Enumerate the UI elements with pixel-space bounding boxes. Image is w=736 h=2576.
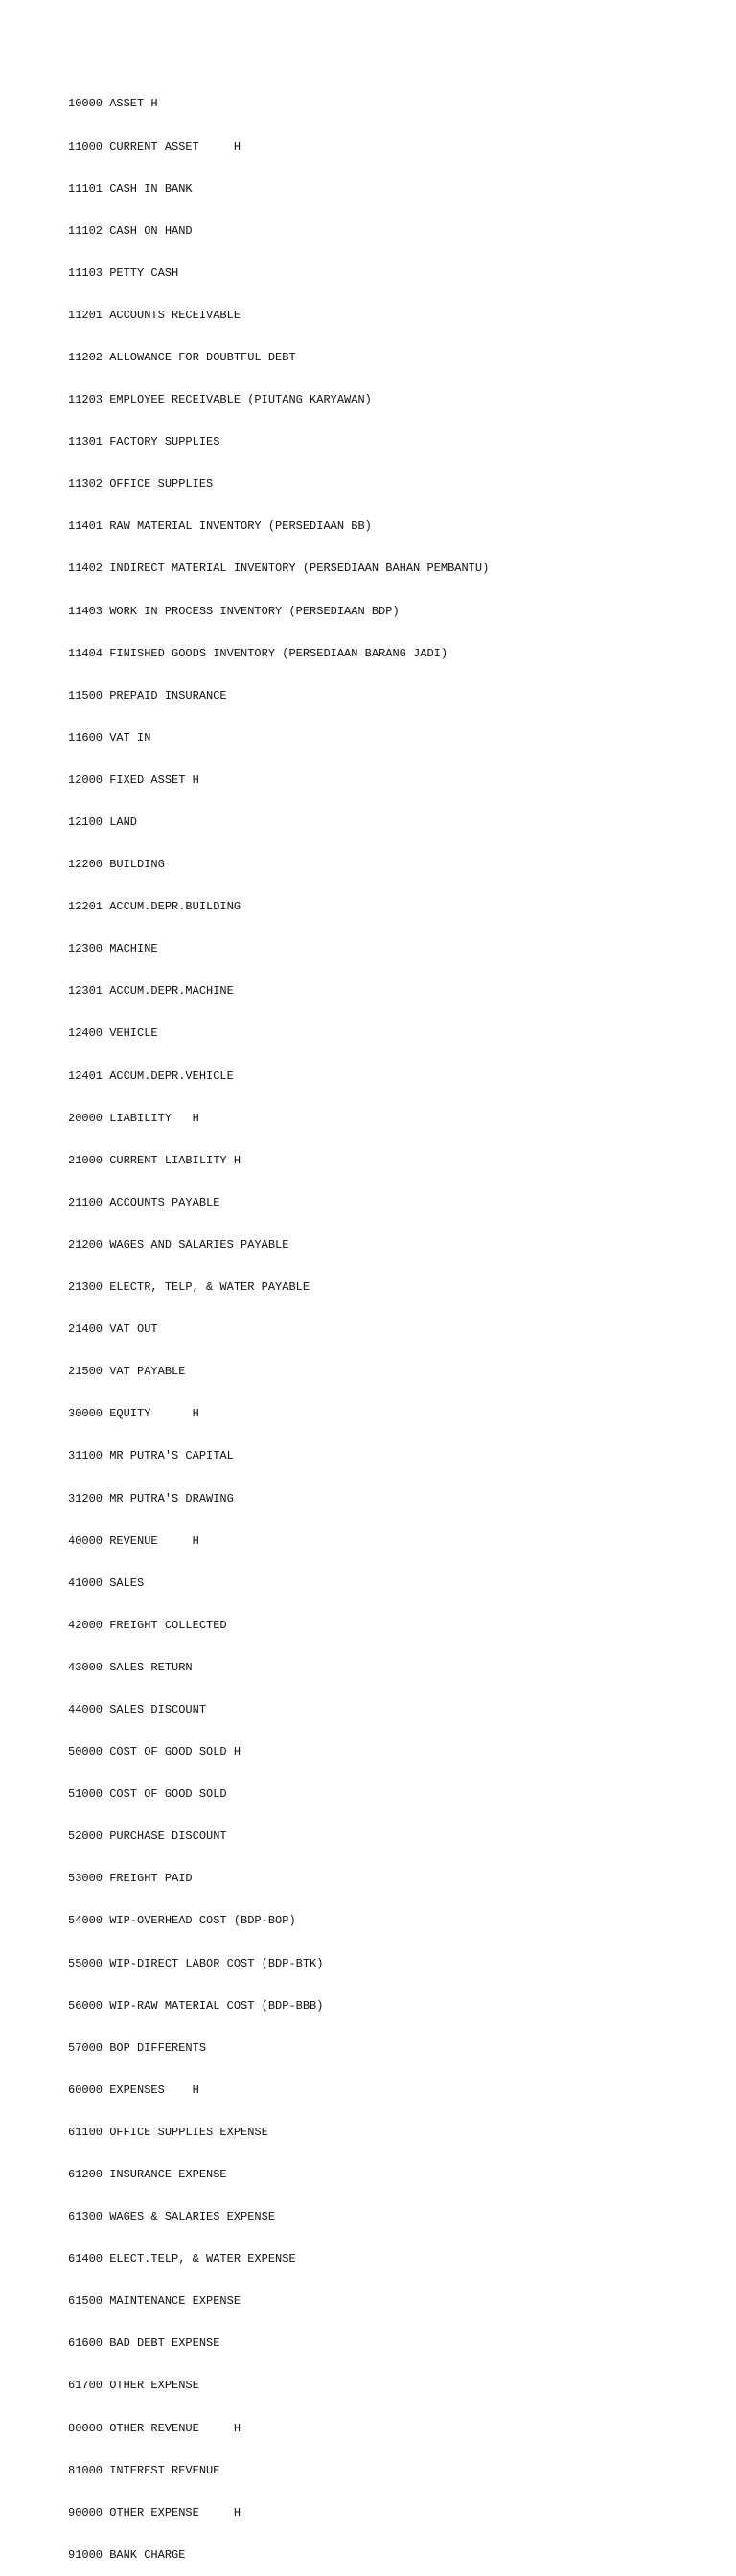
account-line: 21100 ACCOUNTS PAYABLE [68, 1195, 220, 1209]
account-line: 31100 MR PUTRA'S CAPITAL [68, 1449, 234, 1463]
account-line: 90000 OTHER EXPENSE H [68, 2505, 242, 2519]
account-line: 43000 SALES RETURN [68, 1660, 193, 1674]
account-line: 44000 SALES DISCOUNT [68, 1702, 207, 1716]
account-line: 11500 PREPAID INSURANCE [68, 688, 227, 702]
account-line: 61400 ELECT.TELP, & WATER EXPENSE [68, 2252, 296, 2266]
account-line: 41000 SALES [68, 1576, 145, 1590]
account-line: 21300 ELECTR, TELP, & WATER PAYABLE [68, 1280, 310, 1295]
account-line: 81000 INTEREST REVENUE [68, 2463, 220, 2477]
account-line: 61600 BAD DEBT EXPENSE [68, 2336, 220, 2351]
account-line: 42000 FREIGHT COLLECTED [68, 1618, 227, 1632]
account-line: 61500 MAINTENANCE EXPENSE [68, 2294, 242, 2309]
account-line: 12201 ACCUM.DEPR.BUILDING [68, 900, 242, 914]
account-line: 11403 WORK IN PROCESS INVENTORY (PERSEDIAAN BDP) [68, 604, 400, 618]
account-line: 12200 BUILDING [68, 858, 165, 872]
account-line: 57000 BOP DIFFERENTS [68, 2040, 207, 2055]
account-line: 21200 WAGES AND SALARIES PAYABLE [68, 1237, 289, 1252]
account-list [68, 69, 489, 2576]
account-line: 40000 REVENUE H [68, 1533, 199, 1548]
account-line: 50000 COST OF GOOD SOLD H [68, 1745, 242, 1760]
account-line: 61300 WAGES & SALARIES EXPENSE [68, 2210, 276, 2224]
account-line: 11203 EMPLOYEE RECEIVABLE (PIUTANG KARYAWAN) [68, 393, 372, 407]
account-line: 11202 ALLOWANCE FOR DOUBTFUL DEBT [68, 350, 296, 364]
account-line: 11201 ACCOUNTS RECEIVABLE [68, 308, 242, 322]
account-line: 61200 INSURANCE EXPENSE [68, 2168, 227, 2181]
account-line: 31200 MR PUTRA'S DRAWING [68, 1491, 234, 1506]
account-line: 11302 OFFICE SUPPLIES [68, 477, 214, 492]
account-line: 12301 ACCUM.DEPR.MACHINE [68, 984, 234, 999]
account-line: 11301 FACTORY SUPPLIES [68, 435, 220, 449]
account-line: 54000 WIP-OVERHEAD COST (BDP-BOP) [68, 1914, 296, 1928]
account-line: 55000 WIP-DIRECT LABOR COST (BDP-BTK) [68, 1956, 324, 1970]
account-line: 11102 CASH ON HAND [68, 223, 193, 238]
account-line: 10000 ASSET H [68, 97, 158, 111]
account-line: 61700 OTHER EXPENSE [68, 2379, 199, 2393]
account-line: 91000 BANK CHARGE [68, 2547, 186, 2562]
account-line: 12401 ACCUM.DEPR.VEHICLE [68, 1069, 234, 1083]
account-line: 21000 CURRENT LIABILITY H [68, 1153, 242, 1167]
account-line: 61100 OFFICE SUPPLIES EXPENSE [68, 2125, 268, 2139]
account-line: 11404 FINISHED GOODS INVENTORY (PERSEDIAAN BARANG JADI) [68, 646, 448, 660]
account-line: 21500 VAT PAYABLE [68, 1365, 186, 1379]
account-line: 11103 PETTY CASH [68, 265, 179, 280]
account-line: 12000 FIXED ASSET H [68, 772, 199, 787]
account-line: 52000 PURCHASE DISCOUNT [68, 1829, 227, 1844]
account-line: 30000 EQUITY H [68, 1407, 199, 1421]
account-line: 12400 VEHICLE [68, 1026, 158, 1041]
account-line: 20000 LIABILITY H [68, 1111, 199, 1125]
account-line: 11600 VAT IN [68, 730, 151, 745]
account-line: 12100 LAND [68, 816, 138, 829]
account-line: 11000 CURRENT ASSET H [68, 139, 242, 153]
account-line: 51000 COST OF GOOD SOLD [68, 1787, 227, 1802]
account-line: 60000 EXPENSES H [68, 2082, 199, 2097]
account-line: 11101 CASH IN BANK [68, 181, 193, 196]
account-line: 53000 FREIGHT PAID [68, 1872, 193, 1886]
account-line: 80000 OTHER REVENUE H [68, 2421, 242, 2435]
account-line: 56000 WIP-RAW MATERIAL COST (BDP-BBB) [68, 1998, 324, 2012]
account-line: 11402 INDIRECT MATERIAL INVENTORY (PERSEDIAAN BAHAN PEMBANTU) [68, 562, 490, 576]
account-line: 11401 RAW MATERIAL INVENTORY (PERSEDIAAN BB) [68, 519, 372, 534]
account-line: 21400 VAT OUT [68, 1322, 158, 1337]
account-line: 12300 MACHINE [68, 942, 158, 956]
